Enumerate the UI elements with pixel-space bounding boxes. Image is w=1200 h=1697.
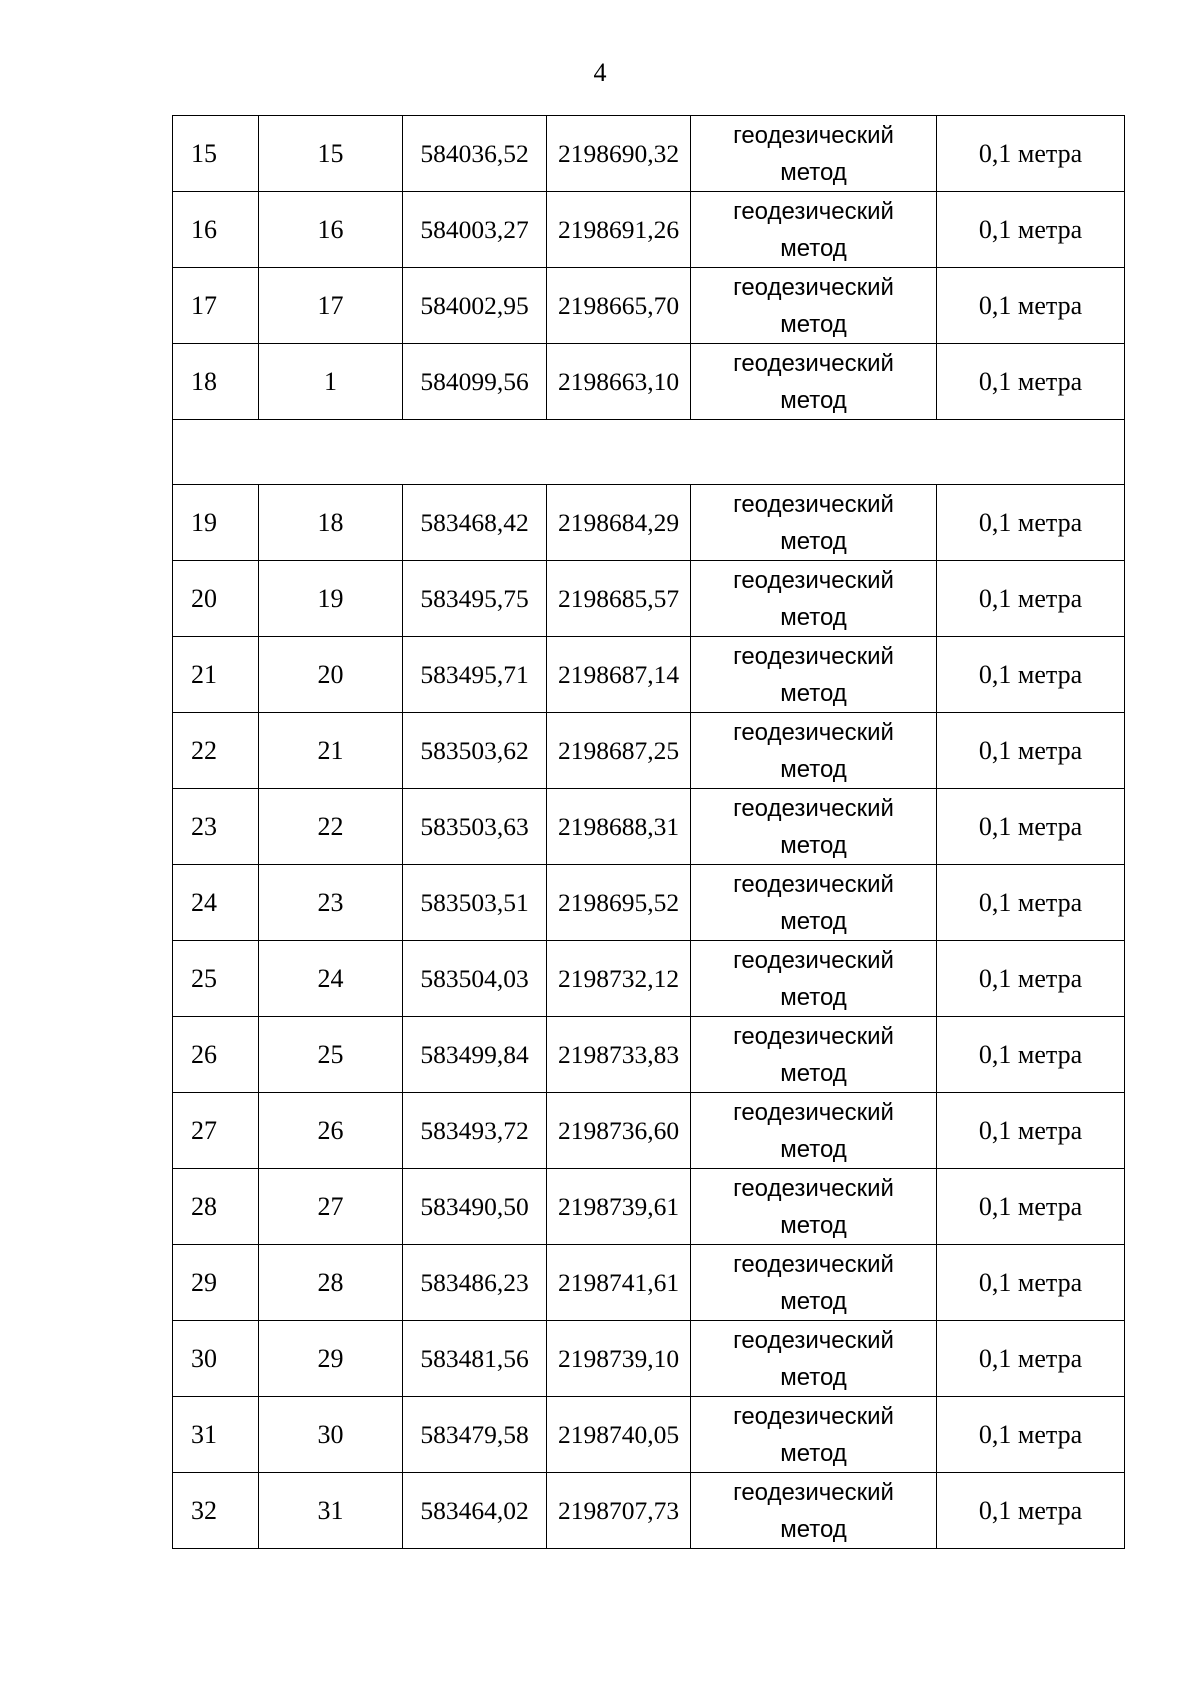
accuracy: 0,1 метра bbox=[937, 192, 1125, 268]
accuracy: 0,1 метра bbox=[937, 1093, 1125, 1169]
point-number: 30 bbox=[259, 1397, 403, 1473]
method-cell bbox=[691, 1321, 937, 1397]
coord-x: 583503,62 bbox=[403, 713, 547, 789]
method-cell bbox=[691, 485, 937, 561]
coord-x: 583504,03 bbox=[403, 941, 547, 1017]
coordinates-table bbox=[172, 115, 1125, 1549]
coord-x: 583493,72 bbox=[403, 1093, 547, 1169]
coord-y: 2198741,61 bbox=[547, 1245, 691, 1321]
method-line1: геодезический bbox=[733, 794, 894, 822]
table-row bbox=[173, 941, 1125, 1017]
coord-y: 2198665,70 bbox=[547, 268, 691, 344]
method-line1: геодезический bbox=[733, 1174, 894, 1202]
method-line2: метод bbox=[780, 1363, 847, 1391]
method-line1: геодезический bbox=[733, 1250, 894, 1278]
accuracy: 0,1 метра bbox=[937, 268, 1125, 344]
coord-y: 2198685,57 bbox=[547, 561, 691, 637]
point-number: 31 bbox=[259, 1473, 403, 1549]
table-row bbox=[173, 1169, 1125, 1245]
method-line1: геодезический bbox=[733, 121, 894, 149]
coord-y: 2198695,52 bbox=[547, 865, 691, 941]
method-cell bbox=[691, 637, 937, 713]
coord-y: 2198687,14 bbox=[547, 637, 691, 713]
method-line1: геодезический bbox=[733, 718, 894, 746]
method-cell bbox=[691, 116, 937, 192]
row-number: 25 bbox=[173, 941, 259, 1017]
point-number: 22 bbox=[259, 789, 403, 865]
coord-y: 2198740,05 bbox=[547, 1397, 691, 1473]
method-line2: метод bbox=[780, 983, 847, 1011]
row-number: 27 bbox=[173, 1093, 259, 1169]
table-row bbox=[173, 192, 1125, 268]
section-separator-row bbox=[173, 420, 1125, 485]
coord-x: 584003,27 bbox=[403, 192, 547, 268]
coord-y: 2198739,10 bbox=[547, 1321, 691, 1397]
coord-y: 2198687,25 bbox=[547, 713, 691, 789]
accuracy: 0,1 метра bbox=[937, 941, 1125, 1017]
row-number: 32 bbox=[173, 1473, 259, 1549]
row-number: 26 bbox=[173, 1017, 259, 1093]
coord-x: 583490,50 bbox=[403, 1169, 547, 1245]
method-cell bbox=[691, 1169, 937, 1245]
method-line1: геодезический bbox=[733, 1402, 894, 1430]
accuracy: 0,1 метра bbox=[937, 865, 1125, 941]
coord-y: 2198684,29 bbox=[547, 485, 691, 561]
accuracy: 0,1 метра bbox=[937, 561, 1125, 637]
method-line2: метод bbox=[780, 1515, 847, 1543]
accuracy: 0,1 метра bbox=[937, 1017, 1125, 1093]
coord-y: 2198707,73 bbox=[547, 1473, 691, 1549]
accuracy: 0,1 метра bbox=[937, 1245, 1125, 1321]
point-number: 27 bbox=[259, 1169, 403, 1245]
accuracy: 0,1 метра bbox=[937, 1473, 1125, 1549]
accuracy: 0,1 метра bbox=[937, 344, 1125, 420]
method-line1: геодезический bbox=[733, 349, 894, 377]
method-cell bbox=[691, 268, 937, 344]
coord-x: 583503,63 bbox=[403, 789, 547, 865]
method-line2: метод bbox=[780, 679, 847, 707]
method-line2: метод bbox=[780, 234, 847, 262]
table-row bbox=[173, 561, 1125, 637]
coord-x: 584002,95 bbox=[403, 268, 547, 344]
method-line2: метод bbox=[780, 158, 847, 186]
row-number: 17 bbox=[173, 268, 259, 344]
method-cell bbox=[691, 1473, 937, 1549]
row-number: 22 bbox=[173, 713, 259, 789]
accuracy: 0,1 метра bbox=[937, 637, 1125, 713]
point-number: 21 bbox=[259, 713, 403, 789]
method-line1: геодезический bbox=[733, 197, 894, 225]
table-row bbox=[173, 713, 1125, 789]
method-line2: метод bbox=[780, 1135, 847, 1163]
point-number: 18 bbox=[259, 485, 403, 561]
coord-x: 584036,52 bbox=[403, 116, 547, 192]
point-number: 26 bbox=[259, 1093, 403, 1169]
method-line2: метод bbox=[780, 1059, 847, 1087]
method-line1: геодезический bbox=[733, 1478, 894, 1506]
table-row bbox=[173, 1245, 1125, 1321]
coord-y: 2198739,61 bbox=[547, 1169, 691, 1245]
table-row bbox=[173, 637, 1125, 713]
point-number: 24 bbox=[259, 941, 403, 1017]
method-line1: геодезический bbox=[733, 566, 894, 594]
method-line1: геодезический bbox=[733, 946, 894, 974]
point-number: 1 bbox=[259, 344, 403, 420]
table-row bbox=[173, 1397, 1125, 1473]
row-number: 19 bbox=[173, 485, 259, 561]
table-row bbox=[173, 485, 1125, 561]
table-row bbox=[173, 1093, 1125, 1169]
accuracy: 0,1 метра bbox=[937, 1321, 1125, 1397]
point-number: 20 bbox=[259, 637, 403, 713]
point-number: 29 bbox=[259, 1321, 403, 1397]
method-line2: метод bbox=[780, 907, 847, 935]
method-cell bbox=[691, 1093, 937, 1169]
coord-x: 583464,02 bbox=[403, 1473, 547, 1549]
row-number: 16 bbox=[173, 192, 259, 268]
row-number: 30 bbox=[173, 1321, 259, 1397]
coord-y: 2198690,32 bbox=[547, 116, 691, 192]
method-line1: геодезический bbox=[733, 273, 894, 301]
row-number: 23 bbox=[173, 789, 259, 865]
method-cell bbox=[691, 1017, 937, 1093]
method-line1: геодезический bbox=[733, 1022, 894, 1050]
table-row bbox=[173, 789, 1125, 865]
point-number: 25 bbox=[259, 1017, 403, 1093]
table-row bbox=[173, 865, 1125, 941]
method-line2: метод bbox=[780, 1439, 847, 1467]
table-row bbox=[173, 268, 1125, 344]
method-line2: метод bbox=[780, 603, 847, 631]
accuracy: 0,1 метра bbox=[937, 485, 1125, 561]
method-cell bbox=[691, 561, 937, 637]
method-line1: геодезический bbox=[733, 490, 894, 518]
coord-x: 583468,42 bbox=[403, 485, 547, 561]
point-number: 16 bbox=[259, 192, 403, 268]
method-cell bbox=[691, 865, 937, 941]
coord-x: 583495,75 bbox=[403, 561, 547, 637]
table-row bbox=[173, 1473, 1125, 1549]
accuracy: 0,1 метра bbox=[937, 1397, 1125, 1473]
row-number: 28 bbox=[173, 1169, 259, 1245]
point-number: 19 bbox=[259, 561, 403, 637]
method-line1: геодезический bbox=[733, 870, 894, 898]
row-number: 29 bbox=[173, 1245, 259, 1321]
method-cell bbox=[691, 1397, 937, 1473]
coord-x: 584099,56 bbox=[403, 344, 547, 420]
row-number: 20 bbox=[173, 561, 259, 637]
method-line1: геодезический bbox=[733, 1326, 894, 1354]
method-line2: метод bbox=[780, 386, 847, 414]
coord-y: 2198691,26 bbox=[547, 192, 691, 268]
coord-x: 583503,51 bbox=[403, 865, 547, 941]
coord-y: 2198736,60 bbox=[547, 1093, 691, 1169]
coord-y: 2198688,31 bbox=[547, 789, 691, 865]
coord-x: 583481,56 bbox=[403, 1321, 547, 1397]
row-number: 31 bbox=[173, 1397, 259, 1473]
method-line1: геодезический bbox=[733, 1098, 894, 1126]
method-cell bbox=[691, 941, 937, 1017]
method-cell bbox=[691, 192, 937, 268]
coord-x: 583495,71 bbox=[403, 637, 547, 713]
point-number: 17 bbox=[259, 268, 403, 344]
method-line2: метод bbox=[780, 1287, 847, 1315]
coord-y: 2198663,10 bbox=[547, 344, 691, 420]
accuracy: 0,1 метра bbox=[937, 789, 1125, 865]
coord-x: 583479,58 bbox=[403, 1397, 547, 1473]
table-row bbox=[173, 116, 1125, 192]
accuracy: 0,1 метра bbox=[937, 116, 1125, 192]
coordinates-table-body bbox=[173, 116, 1125, 1549]
table-row bbox=[173, 344, 1125, 420]
method-line2: метод bbox=[780, 755, 847, 783]
method-line1: геодезический bbox=[733, 642, 894, 670]
page-number: 4 bbox=[593, 58, 607, 87]
empty-separator-cell bbox=[173, 420, 1125, 485]
method-cell bbox=[691, 789, 937, 865]
coord-x: 583486,23 bbox=[403, 1245, 547, 1321]
table-row bbox=[173, 1321, 1125, 1397]
coord-x: 583499,84 bbox=[403, 1017, 547, 1093]
row-number: 18 bbox=[173, 344, 259, 420]
row-number: 24 bbox=[173, 865, 259, 941]
method-line2: метод bbox=[780, 310, 847, 338]
accuracy: 0,1 метра bbox=[937, 1169, 1125, 1245]
point-number: 15 bbox=[259, 116, 403, 192]
point-number: 23 bbox=[259, 865, 403, 941]
method-line2: метод bbox=[780, 527, 847, 555]
method-cell bbox=[691, 1245, 937, 1321]
method-line2: метод bbox=[780, 831, 847, 859]
table-row bbox=[173, 1017, 1125, 1093]
coord-y: 2198733,83 bbox=[547, 1017, 691, 1093]
row-number: 15 bbox=[173, 116, 259, 192]
accuracy: 0,1 метра bbox=[937, 713, 1125, 789]
method-line2: метод bbox=[780, 1211, 847, 1239]
point-number: 28 bbox=[259, 1245, 403, 1321]
method-cell bbox=[691, 344, 937, 420]
coord-y: 2198732,12 bbox=[547, 941, 691, 1017]
method-cell bbox=[691, 713, 937, 789]
row-number: 21 bbox=[173, 637, 259, 713]
